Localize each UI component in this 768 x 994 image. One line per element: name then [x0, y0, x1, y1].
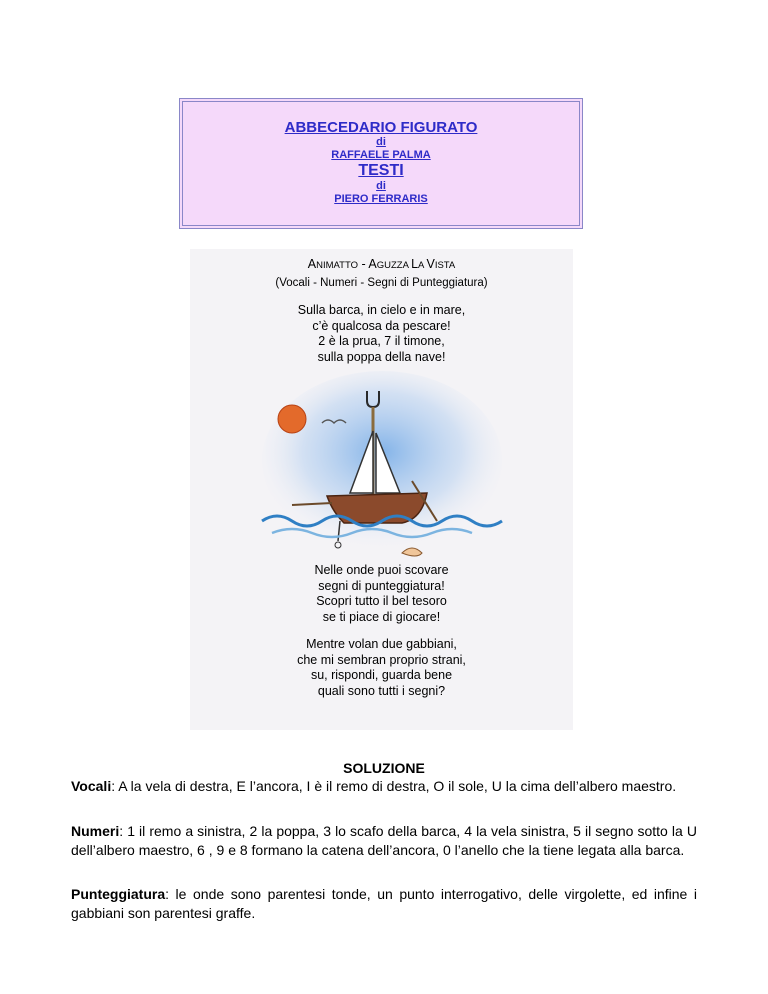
- punctuation-paragraph: Punteggiatura: le onde sono parentesi tonde, un punto interrogativo, delle virgolette, ed infine i gabbiani son parentesi graffe.: [71, 886, 697, 921]
- solution-heading: SOLUZIONE: [343, 760, 425, 776]
- boat-illustration: [252, 371, 512, 561]
- book-title: ABBECEDARIO FIGURATO: [284, 119, 478, 136]
- texts-label: TESTI: [358, 161, 404, 179]
- illustrator-name: RAFFAELE PALMA: [331, 148, 431, 161]
- panel-subtitle: (Vocali - Numeri - Segni di Punteggiatura): [275, 277, 488, 289]
- vowels-paragraph: Vocali: A la vela di destra, E l’ancora, I è il remo di destra, O il sole, U la cima dell’albero maestro.: [71, 778, 677, 794]
- stanza-3: Mentre volan due gabbiani, che mi sembran proprio strani, su, rispondi, guarda bene quali sono tutti i segni?: [297, 637, 466, 698]
- poem-panel: [190, 249, 573, 730]
- vowels-label: Vocali: [71, 778, 112, 794]
- punctuation-label: Punteggiatura: [71, 886, 166, 902]
- by-label: di: [376, 136, 386, 149]
- numbers-label: Numeri: [71, 823, 120, 839]
- by-label-2: di: [376, 179, 386, 192]
- title-box: [179, 98, 583, 229]
- text-author-name: PIERO FERRARIS: [334, 192, 428, 205]
- stanza-2: Nelle onde puoi scovare segni di punteggiatura! Scopri tutto il bel tesoro se ti piace di giocare!: [314, 563, 449, 624]
- numbers-paragraph: Numeri: 1 il remo a sinistra, 2 la poppa, 3 lo scafo della barca, 4 la vela sinistra, 5 il segno sotto la U dell’albero maestro, 6 , 9 e 8 formano la catena dell’ancora, 0 l’anello che la tiene legata alla barca.: [71, 823, 697, 858]
- panel-title: ANIMATTO - AGUZZA LA VISTA: [307, 257, 456, 271]
- stanza-1: Sulla barca, in cielo e in mare, c’è qualcosa da pescare! 2 è la prua, 7 il timone, sulla poppa della nave!: [297, 303, 466, 364]
